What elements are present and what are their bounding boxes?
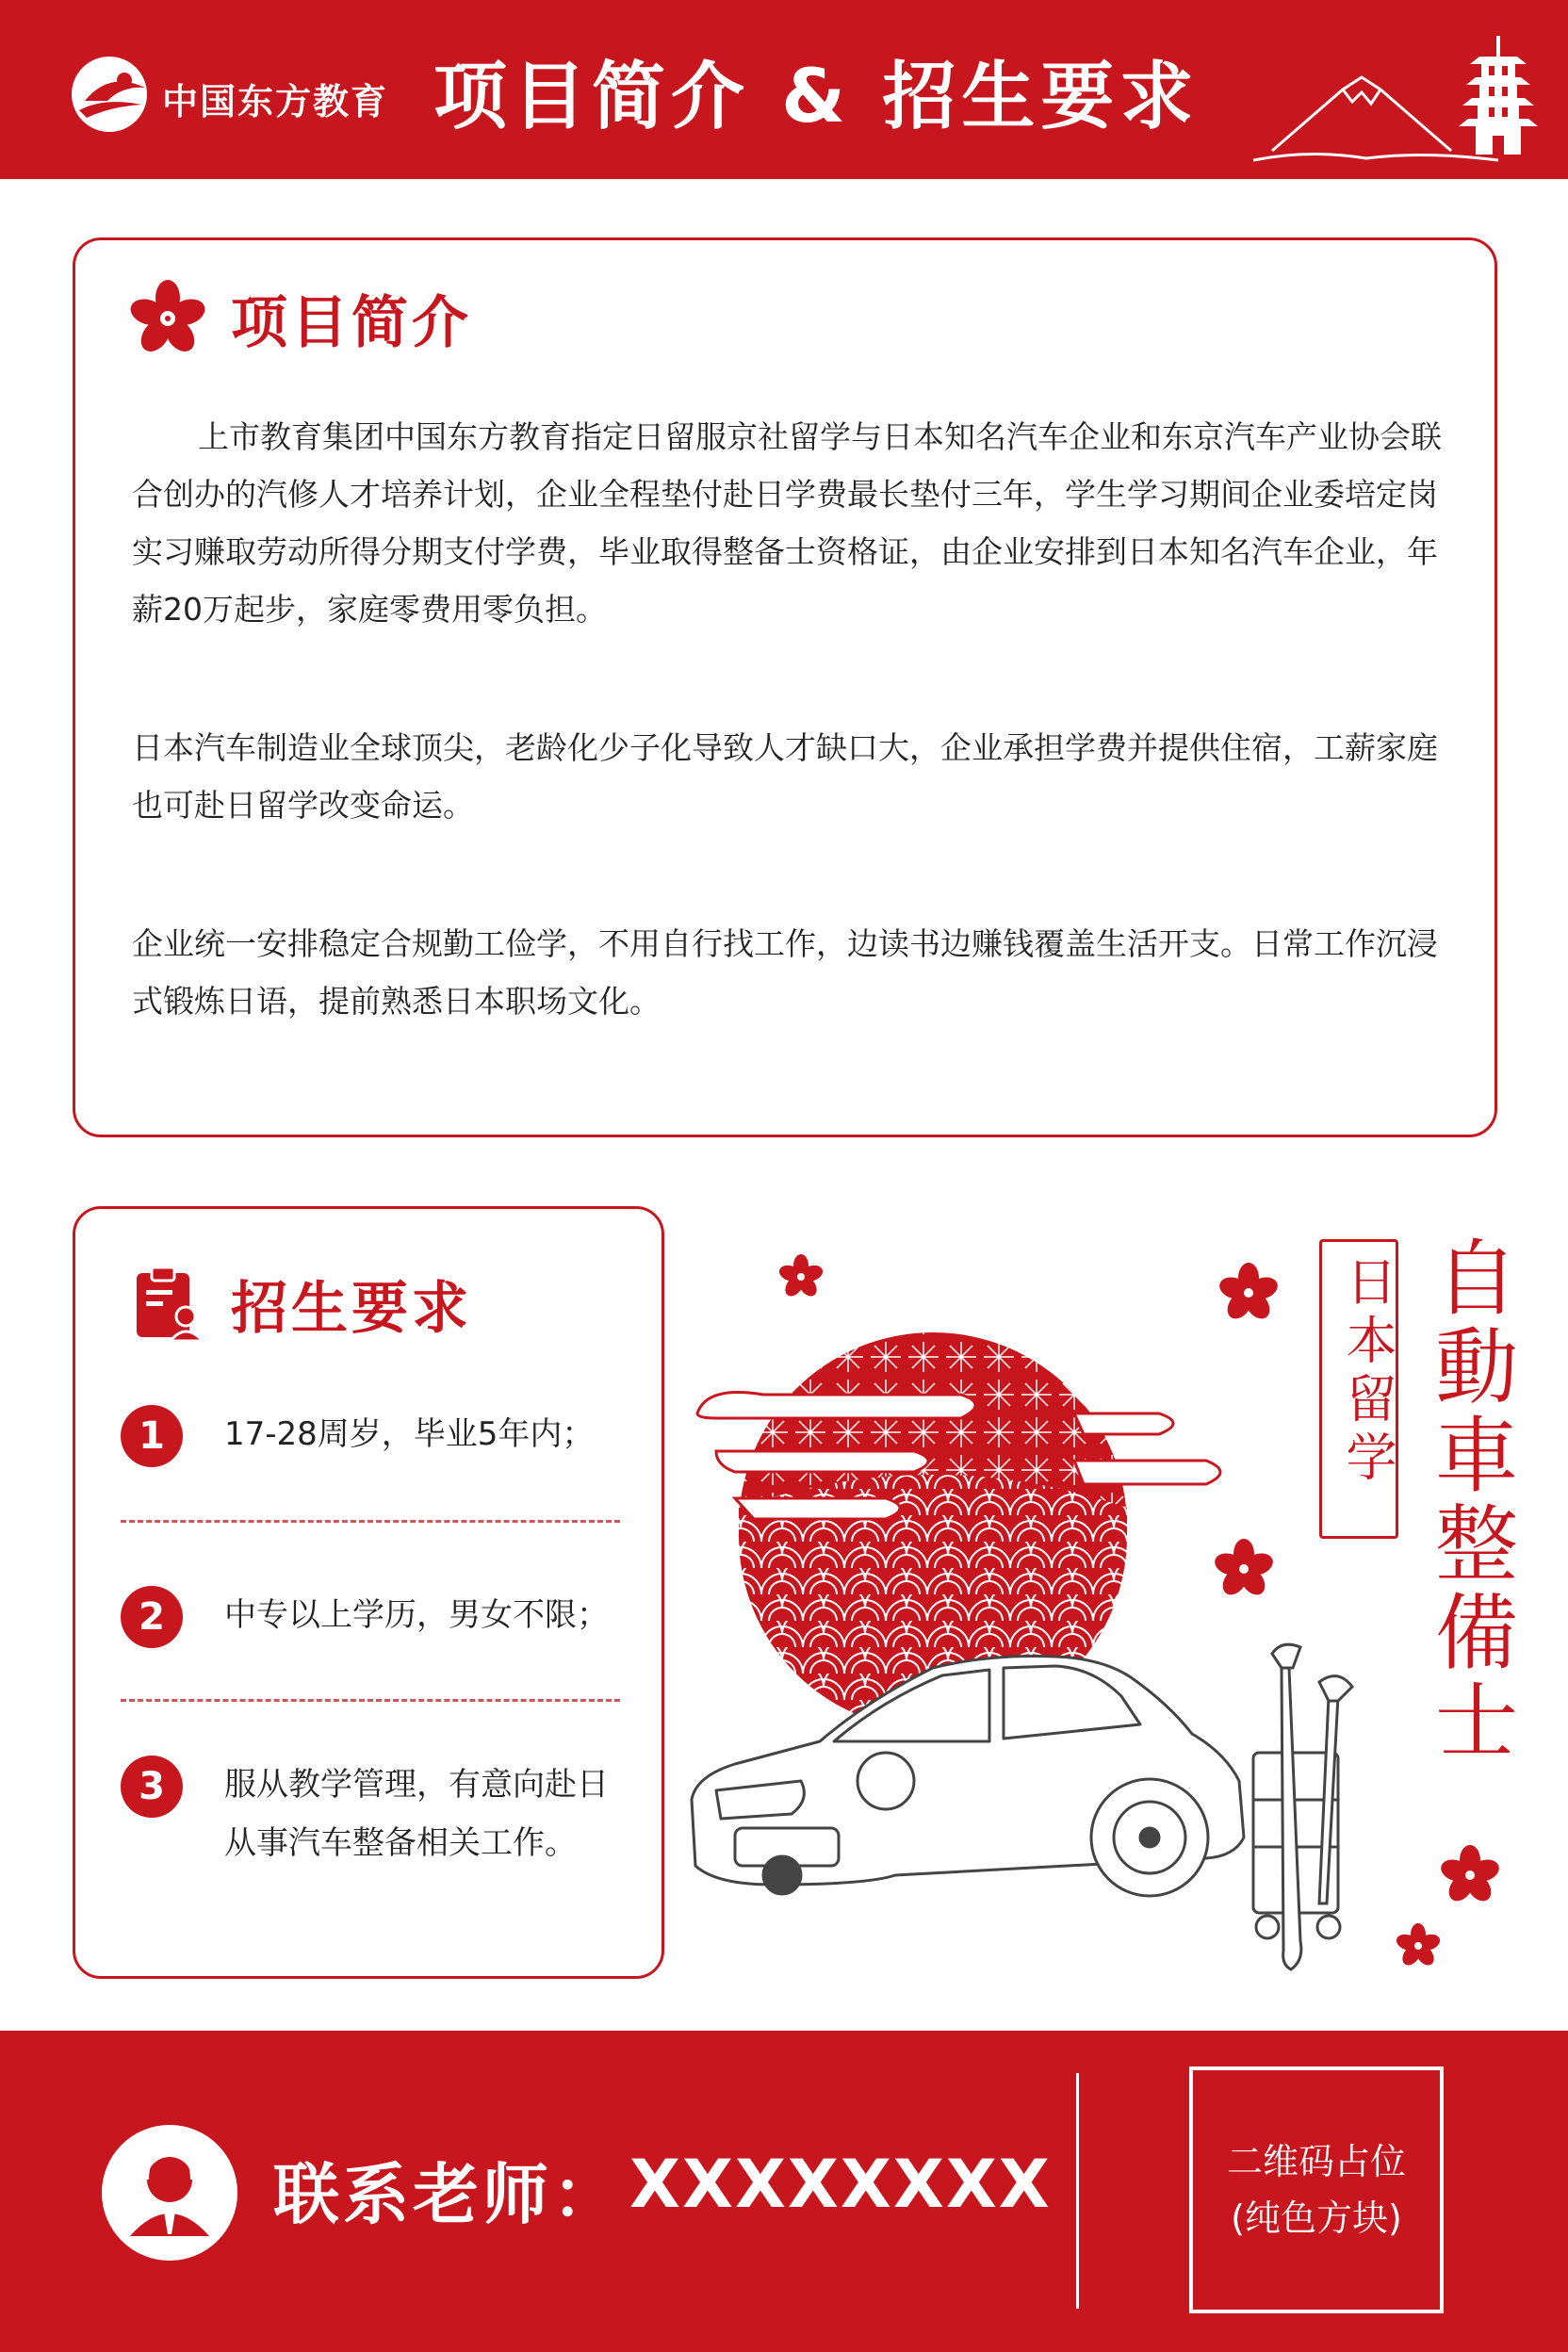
requirements-heading-row — [127, 1264, 472, 1345]
header-bar — [0, 0, 1568, 179]
requirements-heading: 招生要求 — [231, 1276, 472, 1342]
divider — [1076, 2073, 1079, 2309]
page-title: 项目简介 & 招生要求 — [433, 55, 1200, 139]
intro-heading-row — [127, 278, 472, 359]
qr-placeholder-line: 二维码占位 — [1226, 2141, 1406, 2182]
requirement-item — [121, 1405, 648, 1467]
intro-heading: 项目简介 — [231, 290, 472, 356]
footer-bar — [0, 2031, 1568, 2352]
mechanic-title: 自動車整備士 — [1422, 1234, 1519, 1766]
logo-text: 中国东方教育 — [162, 81, 389, 122]
divider — [121, 1699, 620, 1702]
intro-body — [132, 408, 1451, 1111]
teacher-avatar-icon — [102, 2125, 237, 2261]
brand-logo[interactable] — [66, 52, 389, 137]
divider — [121, 1520, 620, 1523]
logo-mark-icon — [66, 52, 160, 137]
qr-code-placeholder[interactable] — [1189, 2066, 1444, 2313]
contact-phone[interactable]: XXXXXXXX — [629, 2146, 1052, 2223]
intro-card — [73, 237, 1497, 1137]
requirement-text: 服从教学管理，有意向赴日从事汽车整备相关工作。 — [224, 1766, 609, 1862]
requirement-number: 2 — [121, 1586, 183, 1648]
qr-placeholder-line: (纯色方块) — [1231, 2197, 1402, 2239]
mount-fuji-pagoda-icon — [1253, 19, 1555, 174]
intro-paragraph: 上市教育集团中国东方教育指定日留服京社留学与日本知名汽车企业和东京汽车产业协会联合创办的汽修人才培养计划，企业全程垫付赴日学费最长垫付三年，学生学习期间企业委培定岗实习赚取劳动所得分期支付学费，毕业取得整备士资格证，由企业安排到日本知名汽车企业，年薪20万起步，家庭零费用零负担。 — [132, 418, 1442, 628]
requirement-number: 3 — [121, 1756, 183, 1818]
intro-paragraph: 日本汽车制造业全球顶尖，老龄化少子化导致人才缺口大，企业承担学费并提供住宿，工薪家庭也可赴日留学改变命运。 — [132, 729, 1438, 824]
study-in-japan-text: 日本留学 — [1338, 1255, 1397, 1489]
clipboard-user-icon — [127, 1264, 208, 1345]
requirement-number: 1 — [121, 1405, 183, 1467]
requirements-card — [73, 1206, 664, 1979]
intro-paragraph: 企业统一安排稳定合规勤工俭学，不用自行找工作，边读书边赚钱覆盖生活开支。日常工作沉浸式锻炼日语，提前熟悉日本职场文化。 — [132, 925, 1438, 1020]
requirement-text: 17-28周岁，毕业5年内； — [224, 1415, 595, 1453]
sakura-icon — [127, 278, 208, 359]
study-in-japan-badge — [1319, 1239, 1398, 1539]
requirement-item — [121, 1586, 648, 1648]
requirement-text: 中专以上学历，男女不限； — [224, 1596, 609, 1634]
contact-label: 联系老师： — [273, 2156, 622, 2233]
requirement-item — [121, 1756, 648, 1872]
